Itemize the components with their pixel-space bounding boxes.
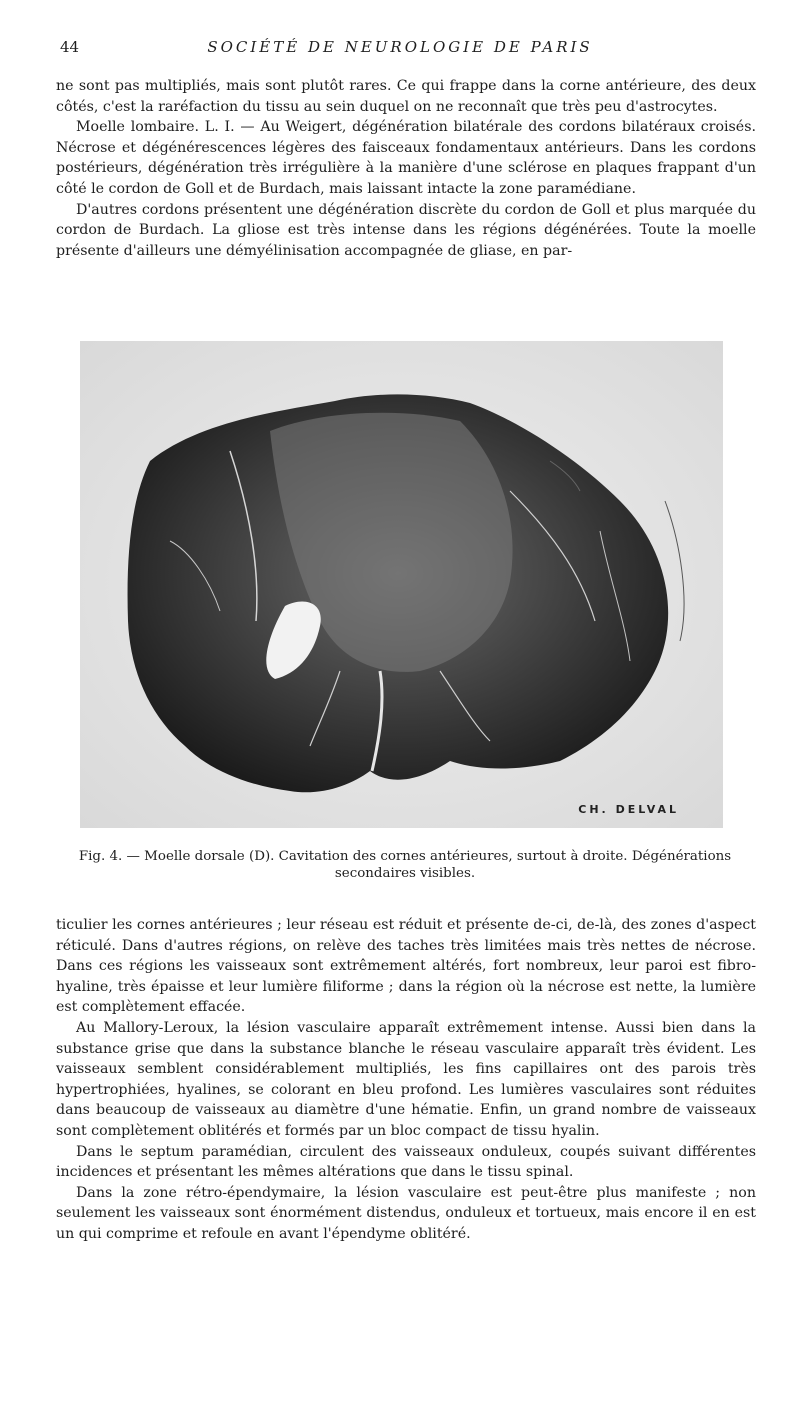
paragraph: ne sont pas multipliés, mais sont plutôt rares. Ce qui frappe dans la corne antérieure, des deux côtés, c'est la raréfaction du tissu au sein duquel on ne reconnaît que très peu d'astrocytes. <box>56 78 756 115</box>
page-number: 44 <box>60 38 80 56</box>
photo-credit: CH. DELVAL <box>578 803 679 816</box>
paragraph: Moelle lombaire. L. I. — Au Weigert, dégénération bilatérale des cordons bilatéraux croisés. Nécrose et dégénérescences légères des faisceaux fondamentaux antérieurs. Dans les cordons postérieurs, dégénération très irrégulière à la manière d'une sclérose en plaques frappant d'un côté le cordon de Goll et de Burdach, mais laissant intacte la zone paramédiane. <box>56 119 756 197</box>
micrograph-image <box>80 341 723 828</box>
paragraph: D'autres cordons présentent une dégénération discrète du cordon de Goll et plus marquée du cordon de Burdach. La gliose est très intense dans les régions dégénérées. Toute la moelle présente d'ailleurs une démyélinisation accompagnée de gliase, en par- <box>56 201 756 259</box>
top-text-block <box>56 76 756 261</box>
figure-caption: Fig. 4. — Moelle dorsale (D). Cavitation des cornes antérieures, surtout à droite. Dégénérations secondaires visibles. <box>78 849 732 881</box>
spinal-cord-micrograph <box>80 341 723 828</box>
paragraph: Dans le septum paramédian, circulent des vaisseaux onduleux, coupés suivant différentes incidences et présentant les mêmes altérations que dans le tissu spinal. <box>56 1143 756 1181</box>
bottom-text-block <box>56 915 756 1245</box>
paragraph: ticulier les cornes antérieures ; leur réseau est réduit et présente de-ci, de-là, des zones d'aspect réticulé. Dans d'autres régions, on relève des taches très limitées mais très nettes de nécrose. Dans ces régions les vaisseaux sont extrêmement altérés, fort nombreux, leur paroi est fibro-hyaline, très épaisse et leur lumière filiforme ; dans la région où la nécrose est nette, la lumière est complètement effacée. <box>56 917 756 1016</box>
paragraph: Au Mallory-Leroux, la lésion vasculaire apparaît extrêmement intense. Aussi bien dans la substance grise que dans la substance blanche le réseau vasculaire apparaît très évident. Les vaisseaux semblent considérablement multipliés, les fins capillaires ont des parois très hypertrophiées, hyalines, se colorant en bleu profond. Les lumières vasculaires sont réduites dans beaucoup de vaisseaux au diamètre d'une hématie. Enfin, un grand nombre de vaisseaux sont complètement oblitérés et formés par un bloc compact de tissu hyalin. <box>56 1019 756 1139</box>
running-head: SOCIÉTÉ DE NEUROLOGIE DE PARIS <box>207 38 593 56</box>
paragraph: Dans la zone rétro-épendymaire, la lésion vasculaire est peut-être plus manifeste ; non seulement les vaisseaux sont énormément distendus, onduleux et tortueux, mais encore il en est un qui comprime et refoule en avant l'épendyme oblitéré. <box>56 1184 756 1242</box>
page-header <box>0 38 800 60</box>
